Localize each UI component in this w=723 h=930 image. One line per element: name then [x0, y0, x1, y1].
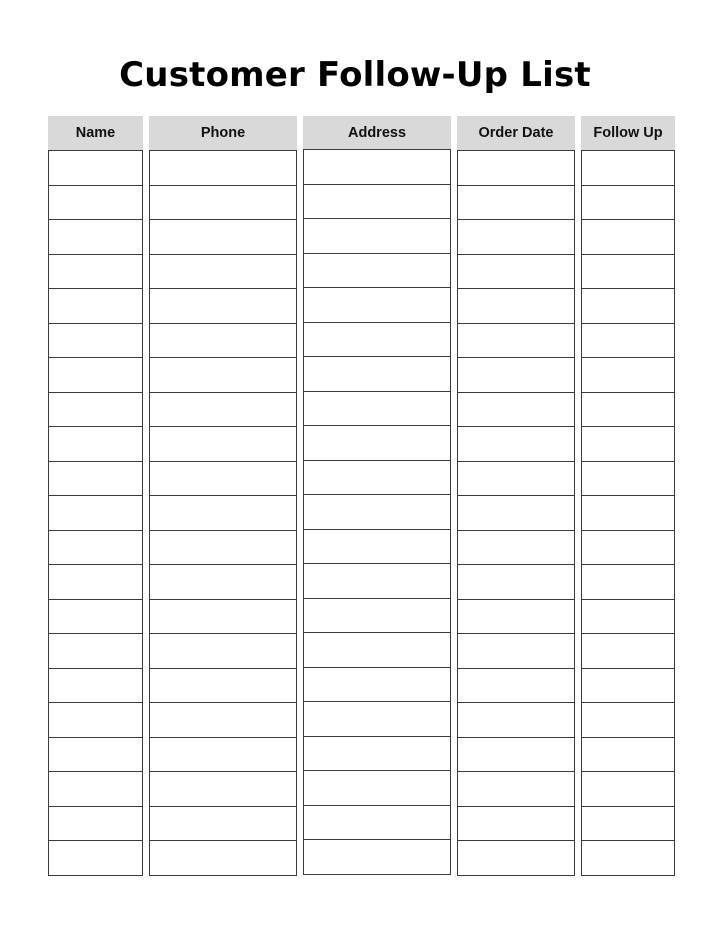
cell-address[interactable] — [304, 357, 450, 392]
cell-order-date[interactable] — [458, 600, 574, 635]
cell-follow-up[interactable] — [582, 738, 674, 773]
cell-phone[interactable] — [150, 186, 296, 221]
column-phone — [149, 116, 297, 876]
cell-address[interactable] — [304, 392, 450, 427]
cell-phone[interactable] — [150, 151, 296, 186]
cell-order-date[interactable] — [458, 324, 574, 359]
cell-order-date[interactable] — [458, 703, 574, 738]
column-header-address: Address — [303, 116, 451, 149]
cell-address[interactable] — [304, 323, 450, 358]
cell-address[interactable] — [304, 771, 450, 806]
cell-order-date[interactable] — [458, 427, 574, 462]
column-address — [303, 116, 451, 875]
cell-follow-up[interactable] — [582, 186, 674, 221]
column-cells-name — [48, 150, 143, 876]
cell-follow-up[interactable] — [582, 841, 674, 876]
cell-phone[interactable] — [150, 772, 296, 807]
cell-follow-up[interactable] — [582, 462, 674, 497]
column-header-phone: Phone — [149, 116, 297, 150]
cell-follow-up[interactable] — [582, 772, 674, 807]
cell-phone[interactable] — [150, 841, 296, 876]
cell-order-date[interactable] — [458, 496, 574, 531]
cell-order-date[interactable] — [458, 220, 574, 255]
cell-follow-up[interactable] — [582, 703, 674, 738]
cell-address[interactable] — [304, 806, 450, 841]
cell-follow-up[interactable] — [582, 634, 674, 669]
cell-phone[interactable] — [150, 220, 296, 255]
cell-follow-up[interactable] — [582, 565, 674, 600]
column-cells-follow-up — [581, 150, 675, 876]
cell-address[interactable] — [304, 150, 450, 185]
cell-order-date[interactable] — [458, 531, 574, 566]
cell-order-date[interactable] — [458, 255, 574, 290]
cell-phone[interactable] — [150, 324, 296, 359]
column-cells-phone — [149, 150, 297, 876]
cell-phone[interactable] — [150, 358, 296, 393]
column-header-name: Name — [48, 116, 143, 150]
cell-follow-up[interactable] — [582, 220, 674, 255]
cell-phone[interactable] — [150, 634, 296, 669]
cell-name[interactable] — [49, 462, 142, 497]
cell-address[interactable] — [304, 219, 450, 254]
cell-name[interactable] — [49, 255, 142, 290]
cell-order-date[interactable] — [458, 186, 574, 221]
cell-address[interactable] — [304, 288, 450, 323]
cell-name[interactable] — [49, 186, 142, 221]
cell-name[interactable] — [49, 772, 142, 807]
column-cells-order-date — [457, 150, 575, 876]
cell-name[interactable] — [49, 496, 142, 531]
column-header-order-date: Order Date — [457, 116, 575, 150]
cell-order-date[interactable] — [458, 462, 574, 497]
cell-order-date[interactable] — [458, 841, 574, 876]
cell-phone[interactable] — [150, 565, 296, 600]
cell-follow-up[interactable] — [582, 600, 674, 635]
cell-name[interactable] — [49, 600, 142, 635]
cell-name[interactable] — [49, 289, 142, 324]
cell-order-date[interactable] — [458, 358, 574, 393]
cell-phone[interactable] — [150, 703, 296, 738]
cell-phone[interactable] — [150, 738, 296, 773]
cell-address[interactable] — [304, 737, 450, 772]
cell-address[interactable] — [304, 530, 450, 565]
cell-order-date[interactable] — [458, 738, 574, 773]
cell-phone[interactable] — [150, 393, 296, 428]
cell-address[interactable] — [304, 599, 450, 634]
cell-follow-up[interactable] — [582, 807, 674, 842]
column-header-follow-up: Follow Up — [581, 116, 675, 150]
cell-address[interactable] — [304, 840, 450, 875]
cell-follow-up[interactable] — [582, 393, 674, 428]
cell-order-date[interactable] — [458, 393, 574, 428]
cell-name[interactable] — [49, 151, 142, 186]
cell-name[interactable] — [49, 738, 142, 773]
cell-address[interactable] — [304, 633, 450, 668]
cell-order-date[interactable] — [458, 772, 574, 807]
cell-address[interactable] — [304, 426, 450, 461]
cell-phone[interactable] — [150, 462, 296, 497]
column-name — [48, 116, 143, 876]
cell-follow-up[interactable] — [582, 151, 674, 186]
page-title: Customer Follow-Up List — [119, 55, 591, 95]
cell-follow-up[interactable] — [582, 496, 674, 531]
cell-name[interactable] — [49, 807, 142, 842]
cell-follow-up[interactable] — [582, 358, 674, 393]
cell-name[interactable] — [49, 634, 142, 669]
cell-name[interactable] — [49, 358, 142, 393]
column-order-date — [457, 116, 575, 876]
cell-phone[interactable] — [150, 531, 296, 566]
cell-address[interactable] — [304, 702, 450, 737]
cell-name[interactable] — [49, 669, 142, 704]
cell-order-date[interactable] — [458, 565, 574, 600]
cell-order-date[interactable] — [458, 151, 574, 186]
cell-phone[interactable] — [150, 496, 296, 531]
cell-phone[interactable] — [150, 669, 296, 704]
cell-phone[interactable] — [150, 427, 296, 462]
cell-address[interactable] — [304, 185, 450, 220]
cell-follow-up[interactable] — [582, 531, 674, 566]
cell-follow-up[interactable] — [582, 324, 674, 359]
cell-name[interactable] — [49, 324, 142, 359]
cell-follow-up[interactable] — [582, 255, 674, 290]
cell-name[interactable] — [49, 220, 142, 255]
cell-order-date[interactable] — [458, 807, 574, 842]
cell-address[interactable] — [304, 254, 450, 289]
cell-follow-up[interactable] — [582, 427, 674, 462]
cell-name[interactable] — [49, 703, 142, 738]
column-follow-up — [581, 116, 675, 876]
cell-follow-up[interactable] — [582, 289, 674, 324]
cell-address[interactable] — [304, 495, 450, 530]
cell-phone[interactable] — [150, 255, 296, 290]
cell-phone[interactable] — [150, 807, 296, 842]
cell-order-date[interactable] — [458, 634, 574, 669]
cell-follow-up[interactable] — [582, 669, 674, 704]
cell-name[interactable] — [49, 393, 142, 428]
cell-name[interactable] — [49, 565, 142, 600]
cell-order-date[interactable] — [458, 669, 574, 704]
cell-phone[interactable] — [150, 600, 296, 635]
cell-address[interactable] — [304, 668, 450, 703]
cell-address[interactable] — [304, 461, 450, 496]
cell-phone[interactable] — [150, 289, 296, 324]
cell-order-date[interactable] — [458, 289, 574, 324]
cell-address[interactable] — [304, 564, 450, 599]
cell-name[interactable] — [49, 841, 142, 876]
cell-name[interactable] — [49, 531, 142, 566]
column-cells-address — [303, 149, 451, 875]
cell-name[interactable] — [49, 427, 142, 462]
